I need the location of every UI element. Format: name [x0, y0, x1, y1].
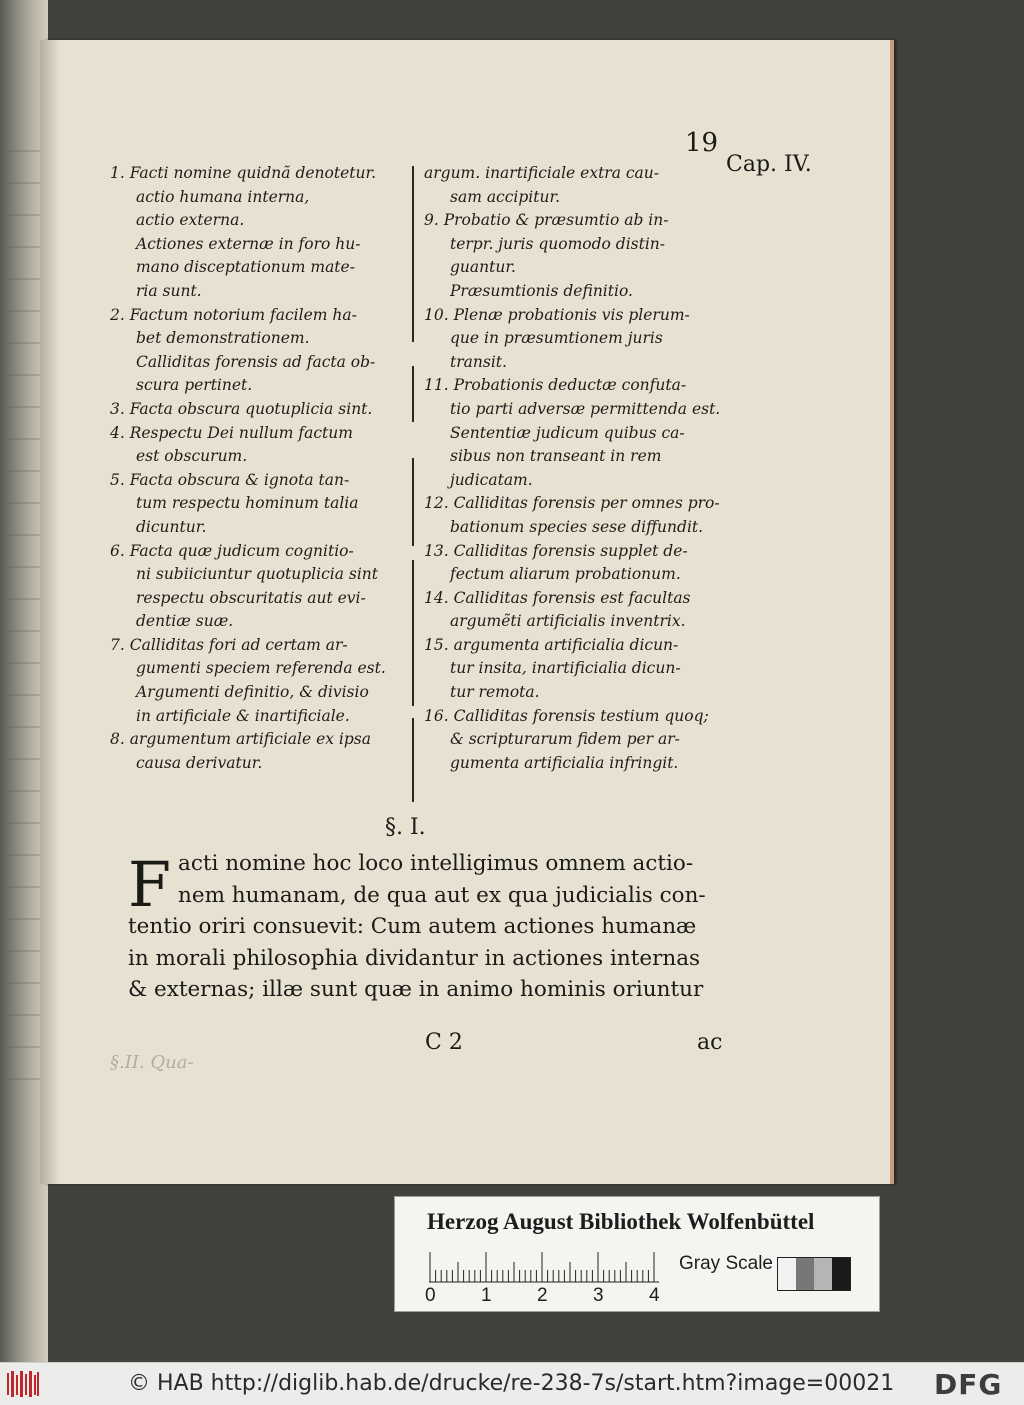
summary-line: fectum aliarum probationum.	[450, 565, 681, 584]
summary-line: terpr. juris quomodo distin-	[450, 234, 666, 253]
facing-page-text	[6, 822, 42, 824]
facing-page-text	[6, 1014, 42, 1016]
summary-entry	[110, 728, 410, 775]
summary-line: scura pertinet.	[136, 376, 253, 395]
facing-page-text	[6, 534, 42, 536]
ruler-number: 2	[537, 1285, 548, 1306]
body-paragraph	[128, 848, 728, 1006]
show-through-text: §.II. Qua-	[110, 1052, 194, 1073]
summary-line: tio parti adversæ permittenda est.	[450, 399, 721, 418]
facing-page-text	[6, 566, 42, 568]
summary-line: 12. Calliditas forensis per omnes pro-	[424, 494, 720, 513]
ruler-number: 1	[481, 1285, 492, 1306]
facing-page-text	[6, 438, 42, 440]
summary-line: 5. Facta obscura & ignota tan-	[110, 470, 350, 489]
summary-line: 9. Probatio & præsumtio ab in-	[424, 211, 669, 230]
summary-line: dicuntur.	[136, 517, 207, 536]
summary-line: 13. Calliditas forensis supplet de-	[424, 541, 688, 560]
body-line: tentio oriri consuevit: Cum autem actiones humanæ	[128, 914, 697, 939]
summary-line: tur insita, inartificialia dicun-	[450, 659, 681, 678]
gray-swatch	[814, 1258, 832, 1290]
summary-entry	[110, 540, 410, 634]
summary-line: est obscurum.	[136, 447, 248, 466]
gutter-shadow	[40, 40, 60, 1184]
facing-page-text	[6, 214, 42, 216]
facing-page-text	[6, 950, 42, 952]
library-name: Herzog August Bibliothek Wolfenbüttel	[427, 1209, 815, 1234]
facing-page-text	[6, 150, 42, 152]
column-divider	[412, 166, 414, 342]
chapter-label: Cap. IV.	[726, 152, 812, 177]
summary-entry	[110, 634, 410, 728]
summary-line: in artificiale & inartificiale.	[136, 706, 350, 725]
summary-line: Argumenti definitio, & divisio	[136, 683, 369, 702]
page-number: 19	[685, 128, 719, 158]
facing-page-text	[6, 694, 42, 696]
facing-page-text	[6, 662, 42, 664]
summary-line: ria sunt.	[136, 281, 202, 300]
summary-line: causa derivatur.	[136, 753, 263, 772]
summary-line: guantur.	[450, 258, 516, 277]
summary-line: sibus non transeant in rem	[450, 447, 662, 466]
summary-line: gumenti speciem referenda est.	[136, 659, 386, 678]
summary-line: sam accipitur.	[450, 187, 561, 206]
summary-line: Sententiæ judicum quibus ca-	[450, 423, 685, 442]
facing-page-text	[6, 854, 42, 856]
footer-bar	[0, 1362, 1024, 1405]
summary-line: 8. argumentum artificiale ex ipsa	[110, 730, 371, 749]
ruler-number: 4	[649, 1285, 660, 1306]
summary-line: Præsumtionis definitio.	[450, 281, 633, 300]
summary-entry	[424, 162, 722, 209]
summary-line: bet demonstrationem.	[136, 329, 310, 348]
summary-line: transit.	[450, 352, 507, 371]
summary-entry	[110, 422, 410, 469]
facing-page-text	[6, 758, 42, 760]
color-scale-card	[394, 1196, 880, 1312]
summary-entry	[424, 634, 722, 705]
summary-entry	[424, 492, 722, 539]
summary-line: 6. Facta quæ judicum cognitio-	[110, 541, 354, 560]
summary-line: actio humana interna,	[136, 187, 310, 206]
facing-page-text	[6, 278, 42, 280]
summary-line: 2. Factum notorium facilem ha-	[110, 305, 357, 324]
summary-line: gumenta artificialia infringit.	[450, 753, 679, 772]
summary-line: bationum species sese diffundit.	[450, 517, 704, 536]
facing-page-text	[6, 374, 42, 376]
summary-line: 14. Calliditas forensis est facultas	[424, 588, 691, 607]
source-url[interactable]: © HAB http://diglib.hab.de/drucke/re-238-7s/start.htm?image=00021	[128, 1371, 895, 1396]
facing-page-text	[6, 182, 42, 184]
body-line: & externas; illæ sunt quæ in animo hominis oriuntur	[128, 977, 704, 1002]
summary-entry	[110, 162, 410, 304]
facing-page-text	[6, 790, 42, 792]
summary-line: argum. inartificiale extra cau-	[424, 164, 660, 182]
facing-page-text	[6, 342, 42, 344]
gray-swatch	[796, 1258, 814, 1290]
body-line: nem humanam, de qua aut ex qua judicialis con-	[178, 882, 706, 908]
summary-line: que in præsumtionem juris	[450, 329, 663, 348]
summary-line: Actiones externæ in foro hu-	[136, 234, 361, 253]
summary-line: 3. Facta obscura quotuplicia sint.	[110, 399, 373, 418]
summary-line: argumẽti artificialis inventrix.	[450, 612, 686, 631]
summary-line: judicatam.	[450, 470, 533, 489]
summary-line: 11. Probationis deductæ confuta-	[424, 376, 687, 395]
ruler-number: 3	[593, 1285, 604, 1306]
facing-page-text	[6, 982, 42, 984]
facing-page-text	[6, 630, 42, 632]
summary-column-right	[424, 162, 722, 775]
facing-page-text	[6, 246, 42, 248]
summary-entry	[424, 587, 722, 634]
facing-page-text	[6, 406, 42, 408]
facing-page-text	[6, 470, 42, 472]
summary-entry	[110, 304, 410, 398]
ruler-scale	[429, 1249, 659, 1283]
column-divider	[412, 560, 414, 706]
summary-line: 15. argumenta artificialia dicun-	[424, 635, 679, 654]
summary-line: tur remota.	[450, 683, 540, 702]
dfg-logo: DFG	[934, 1368, 1003, 1401]
summary-entry	[110, 398, 410, 422]
catchword: ac	[697, 1030, 723, 1055]
summary-line: 1. Facti nomine quidnã denotetur.	[110, 164, 377, 182]
summary-line: ni subiiciuntur quotuplicia sint	[136, 565, 379, 584]
summary-entry	[424, 209, 722, 303]
column-divider	[412, 366, 414, 422]
gray-swatch	[832, 1258, 850, 1290]
summary-line: & scripturarum fidem per ar-	[450, 730, 680, 749]
column-divider	[412, 458, 414, 546]
summary-line: 7. Calliditas fori ad certam ar-	[110, 635, 348, 654]
book-page	[40, 40, 890, 1184]
facing-page-text	[6, 1046, 42, 1048]
gray-scale-swatches	[777, 1257, 851, 1291]
summary-line: Calliditas forensis ad facta ob-	[136, 352, 376, 371]
summary-column-left	[110, 162, 410, 775]
summary-line: dentiæ suæ.	[136, 612, 234, 631]
facing-page-text	[6, 502, 42, 504]
drop-capital: F	[128, 848, 172, 921]
facing-page-text	[6, 1078, 42, 1080]
summary-line: 4. Respectu Dei nullum factum	[110, 423, 353, 442]
column-divider	[412, 718, 414, 802]
facing-page-text	[6, 886, 42, 888]
summary-line: 10. Plenæ probationis vis plerum-	[424, 305, 690, 324]
body-line: in morali philosophia dividantur in actiones internas	[128, 945, 701, 971]
summary-line: actio externa.	[136, 211, 245, 230]
summary-entry	[424, 374, 722, 492]
facing-page-text	[6, 598, 42, 600]
summary-entry	[424, 540, 722, 587]
gray-scale-label: Gray Scale	[679, 1253, 773, 1274]
summary-line: 16. Calliditas forensis testium quoq;	[424, 706, 709, 725]
section-heading: §. I.	[385, 815, 426, 840]
summary-entry	[424, 705, 722, 776]
summary-line: mano disceptationum mate-	[136, 258, 355, 277]
facing-page-text	[6, 918, 42, 920]
facing-page-text	[6, 726, 42, 728]
ruler-number: 0	[425, 1285, 436, 1306]
hab-barcode-icon	[6, 1369, 40, 1399]
gray-swatch	[778, 1258, 796, 1290]
summary-line: tum respectu hominum talia	[136, 494, 359, 513]
signature-mark: C 2	[425, 1030, 463, 1055]
summary-entry	[110, 469, 410, 540]
body-line: acti nomine hoc loco intelligimus omnem actio-	[178, 851, 694, 876]
summary-entry	[424, 304, 722, 375]
summary-line: respectu obscuritatis aut evi-	[136, 588, 366, 607]
facing-page-text	[6, 310, 42, 312]
